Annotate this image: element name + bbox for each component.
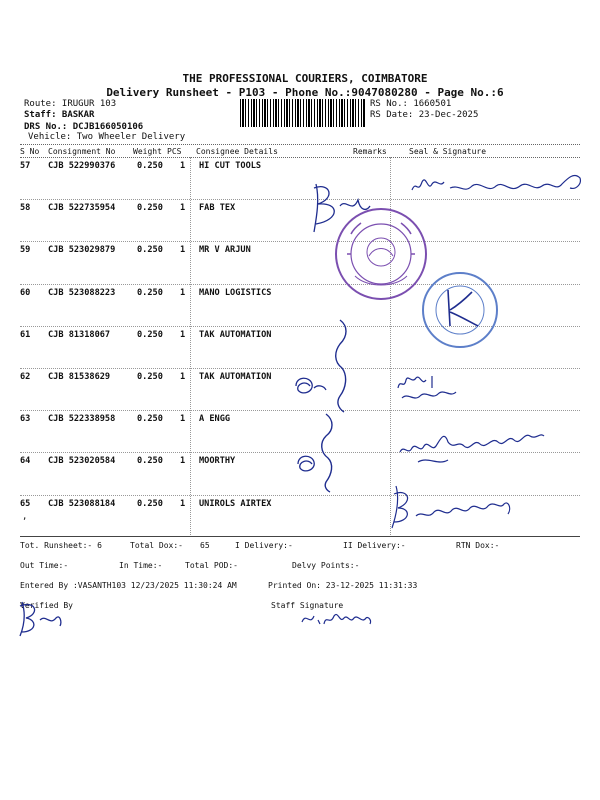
row-sno: 57 xyxy=(20,161,31,171)
delvy-points: Delvy Points:- xyxy=(292,561,360,570)
row-divider xyxy=(20,241,580,242)
row-weight: 0.250 xyxy=(137,498,163,509)
rtn-dox: RTN Dox:- xyxy=(456,541,500,550)
row-pcs: 1 xyxy=(180,414,186,425)
row-sno: 62 xyxy=(20,372,31,382)
tot-runsheet: Tot. Runsheet:- 6 xyxy=(20,541,102,550)
row-pcs: 1 xyxy=(180,329,186,340)
runsheet-subtitle: Delivery Runsheet - P103 - Phone No.:9047080280 - Page No.:6 xyxy=(106,86,504,99)
row-mark: , xyxy=(22,512,28,522)
row-consignment-no: CJB 81318067 xyxy=(48,329,111,340)
row-consignee: MANO LOGISTICS xyxy=(199,287,272,298)
row-weight: 0.250 xyxy=(137,414,163,425)
row-consignment-no: CJB 522735954 xyxy=(48,203,116,214)
row-sno: 65 xyxy=(20,498,31,509)
col-weight: Weight xyxy=(133,147,162,156)
row-weight: 0.250 xyxy=(137,456,163,467)
initials-row-62 xyxy=(290,374,330,398)
row-consignee: HI CUT TOOLS xyxy=(199,161,262,171)
rs-number: RS No.: 1660501 xyxy=(370,99,452,109)
initials-row-64 xyxy=(292,452,332,476)
total-dox-label: Total Dox:- xyxy=(130,541,183,550)
row-consignment-no: CJB 522990376 xyxy=(48,161,116,171)
total-dox-value: 65 xyxy=(200,541,210,550)
row-sno: 61 xyxy=(20,329,31,340)
dharmendra-security-stamp xyxy=(333,206,429,302)
rs-date: RS Date: 23-Dec-2025 xyxy=(370,110,479,120)
drs-number: DRS No.: DCJB166050106 xyxy=(24,122,144,132)
signature-row-63-64 xyxy=(398,424,548,468)
signature-row-62 xyxy=(396,370,476,406)
verified-by-signature xyxy=(16,596,66,640)
printed-on: Printed On: 23-12-2025 11:31:33 xyxy=(268,581,418,590)
row-consignment-no: CJB 523020584 xyxy=(48,456,116,467)
barcode-image xyxy=(240,99,366,127)
col-pcs: PCS xyxy=(167,147,182,156)
company-title: THE PROFESSIONAL COURIERS, COIMBATORE xyxy=(182,72,428,85)
signature-row-65 xyxy=(386,482,526,532)
staff-signature-scribble xyxy=(300,608,376,630)
row-consignment-no: CJB 522338958 xyxy=(48,414,116,425)
col-remarks: Remarks xyxy=(353,147,387,156)
row-consignee: UNIROLS AIRTEX xyxy=(199,498,272,509)
col-seal-signature: Seal & Signature xyxy=(409,147,487,156)
row-sno: 60 xyxy=(20,287,31,298)
row-pcs: 1 xyxy=(180,456,186,467)
row-sno: 59 xyxy=(20,245,31,256)
row-weight: 0.250 xyxy=(137,329,163,340)
row-consignment-no: CJB 523088184 xyxy=(48,498,116,509)
row-consignee: TAK AUTOMATION xyxy=(199,329,272,340)
row-pcs: 1 xyxy=(180,203,186,214)
total-pod: Total POD:- xyxy=(185,561,238,570)
staff-info: Staff: BASKAR xyxy=(24,110,95,120)
row-weight: 0.250 xyxy=(137,203,163,214)
col-consignee: Consignee Details xyxy=(196,147,278,156)
row-consignee: TAK AUTOMATION xyxy=(199,372,272,382)
row-consignment-no: CJB 81538629 xyxy=(48,372,111,382)
bracket-mark-rows-61-62 xyxy=(330,318,354,414)
row-consignment-no: CJB 523029879 xyxy=(48,245,116,256)
row-sno: 63 xyxy=(20,414,31,425)
i-delivery: I Delivery:- xyxy=(235,541,293,550)
row-pcs: 1 xyxy=(180,372,186,382)
row-consignee: FAB TEX xyxy=(199,203,236,214)
row-weight: 0.250 xyxy=(137,245,163,256)
signature-row-57 xyxy=(410,168,590,208)
row-weight: 0.250 xyxy=(137,161,163,171)
row-consignee: MOORTHY xyxy=(199,456,236,467)
row-divider xyxy=(20,410,580,411)
row-consignee: MR V ARJUN xyxy=(199,245,251,256)
row-sno: 64 xyxy=(20,456,31,467)
mano-logistics-stamp xyxy=(420,270,500,350)
row-weight: 0.250 xyxy=(137,372,163,382)
row-weight: 0.250 xyxy=(137,287,163,298)
staff-signature-label: Staff Signature xyxy=(271,601,344,610)
row-consignee: A ENGG xyxy=(199,414,231,425)
entered-by: Entered By :VASANTH103 12/23/2025 11:30:24 AM xyxy=(20,581,237,590)
verified-by-label: Verified By xyxy=(20,601,73,610)
route-info: Route: IRUGUR 103 xyxy=(24,99,117,109)
row-sno: 58 xyxy=(20,203,31,214)
out-time: Out Time:- xyxy=(20,561,69,570)
row-consignment-no: CJB 523088223 xyxy=(48,287,116,298)
vehicle-info: Vehicle: Two Wheeler Delivery xyxy=(28,132,186,142)
ii-delivery: II Delivery:- xyxy=(343,541,406,550)
row-divider xyxy=(20,368,580,369)
row-pcs: 1 xyxy=(180,161,186,171)
row-pcs: 1 xyxy=(180,498,186,509)
row-pcs: 1 xyxy=(180,287,186,298)
in-time: In Time:- xyxy=(119,561,163,570)
row-pcs: 1 xyxy=(180,245,186,256)
col-consignment: Consignment No xyxy=(48,147,116,156)
col-sno: S No xyxy=(20,147,40,156)
